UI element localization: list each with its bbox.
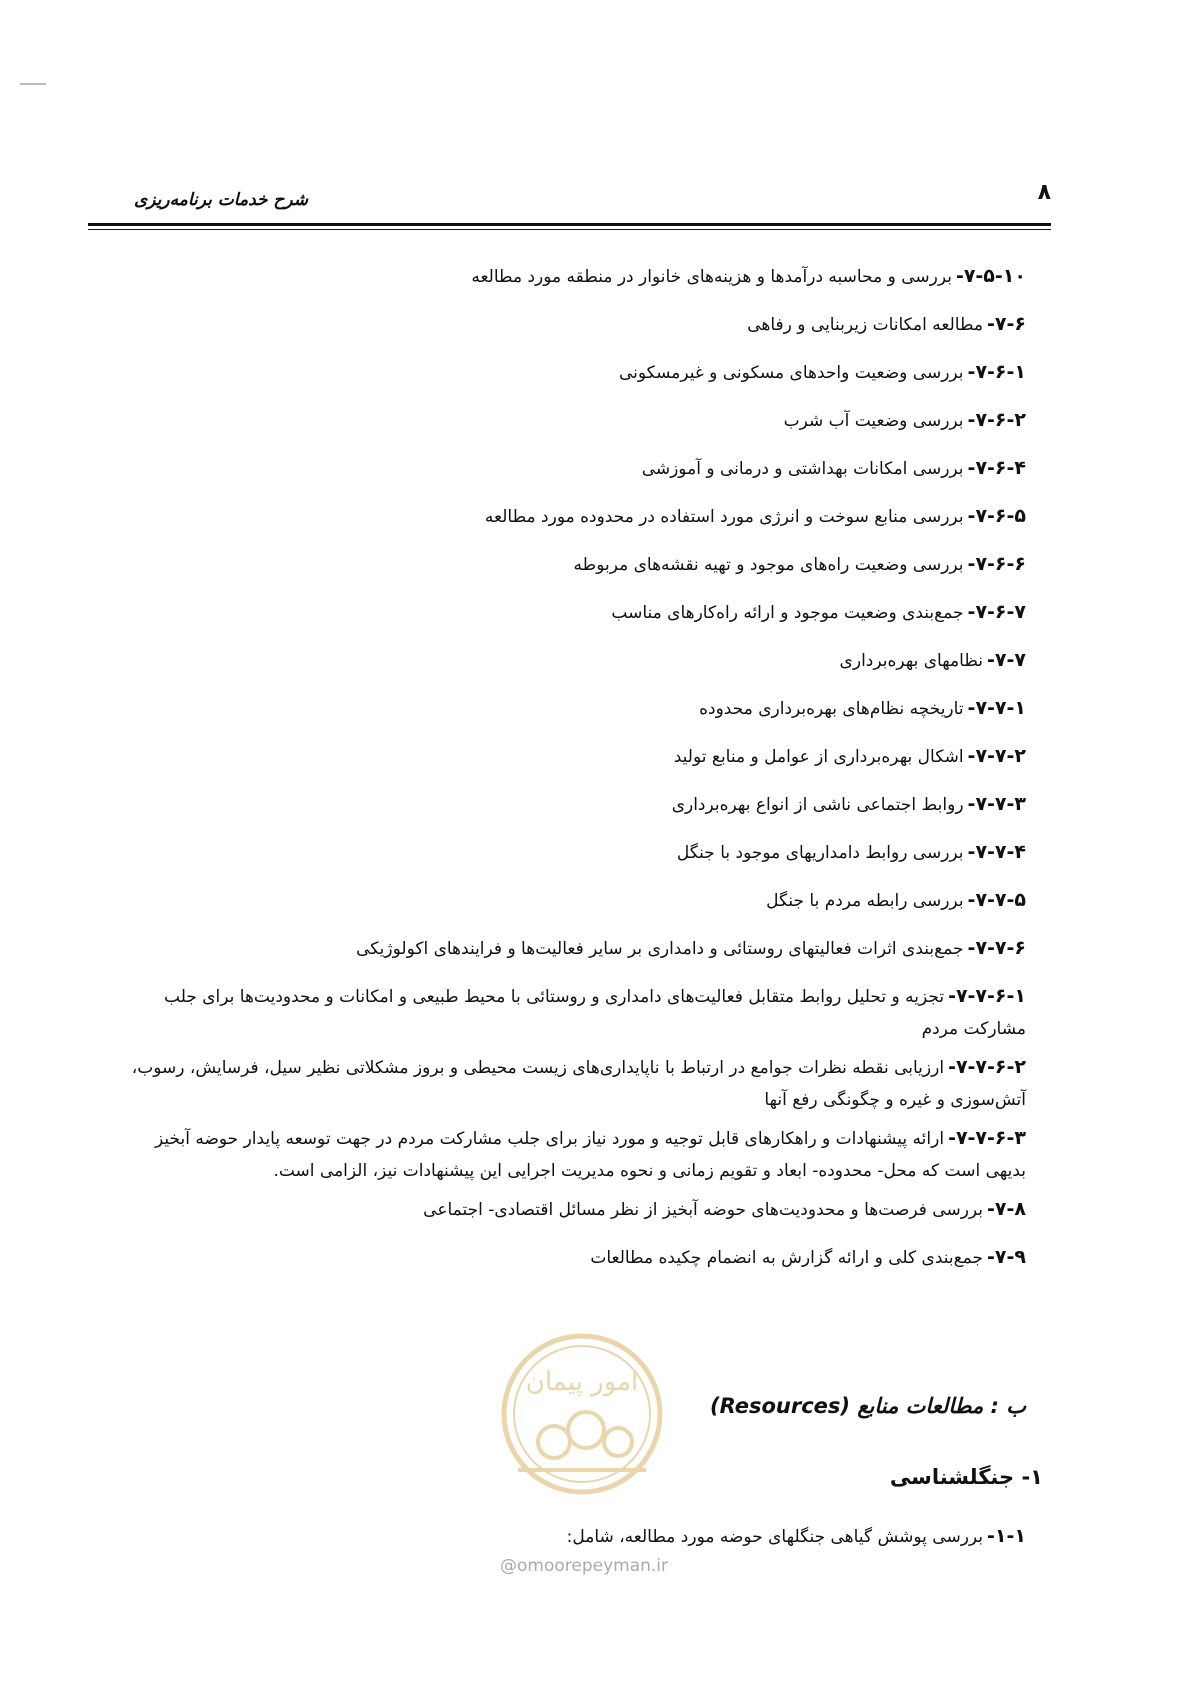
item-number: ۷-۶-۱-: [967, 361, 1026, 383]
list-item: [110, 308, 1026, 341]
item-number: ۷-۶-: [987, 313, 1026, 335]
item-text: جمع‌بندی وضعیت موجود و ارائه راه‌کارهای مناسب: [611, 603, 964, 623]
item-text: بررسی روابط دامداریهای موجود با جنگل: [676, 843, 964, 863]
item-number: ۷-۷-: [987, 649, 1026, 671]
item-text: بررسی و محاسبه درآمدها و هزینه‌های خانوار در منطقه مورد مطالعه: [471, 267, 952, 287]
item-number: ۷-۷-۶-۳-: [948, 1127, 1026, 1149]
item-text: بررسی وضعیت راه‌های موجود و تهیه نقشه‌های مربوطه: [573, 555, 964, 575]
item-text: اشکال بهره‌برداری از عوامل و منابع تولید: [673, 747, 964, 767]
list-item: [110, 740, 1026, 773]
page-number: ۸: [1037, 180, 1051, 205]
watermark-text: امور پیمان: [525, 1367, 639, 1397]
list-item: [110, 1122, 1026, 1187]
item-text: بررسی رابطه مردم با جنگل: [766, 891, 964, 911]
header-rule-thick: [88, 223, 1051, 226]
list-item: [110, 980, 1026, 1045]
item-text: بررسی منابع سوخت و انرژی مورد استفاده در محدوده مورد مطالعه: [484, 507, 964, 527]
list-item: [110, 644, 1026, 677]
item-number: ۱-۱-: [987, 1525, 1026, 1547]
watermark-url: @omoorepeyman.ir: [500, 1556, 669, 1576]
item-number: ۷-۷-۱-: [967, 697, 1026, 719]
list-item: [110, 452, 1026, 485]
item-number: ۷-۶-۵-: [967, 505, 1026, 527]
item-number: ۷-۷-۲-: [967, 745, 1026, 767]
item-number: ۷-۶-۷-: [967, 601, 1026, 623]
section-heading-resources: ب : مطالعات منابع (Resources): [710, 1394, 1026, 1418]
item-text: بررسی امکانات بهداشتی و درمانی و آموزشی: [641, 459, 964, 479]
list-item: [110, 548, 1026, 581]
item-number: ۷-۷-۶-۲-: [948, 1056, 1026, 1078]
item-text: روابط اجتماعی ناشی از انواع بهره‌برداری: [671, 795, 964, 815]
header-rule-thin: [88, 229, 1051, 230]
list-item: [110, 1051, 1026, 1116]
corner-mark: [20, 83, 46, 85]
item-text: ارائه پیشنهادات و راهکارهای قابل توجیه و مورد نیاز برای جلب مشارکت مردم در جهت توسعه پایدار حوضه آبخیز بدیهی است که محل- محدوده- ابعاد و تقویم زمانی و نحوه مدیریت اجرایی این پیشنهادات نیز، الزامی است.: [155, 1129, 1026, 1181]
list-item: [110, 692, 1026, 725]
list-item: [110, 596, 1026, 629]
item-number: ۷-۶-۴-: [967, 457, 1026, 479]
item-text: بررسی وضعیت آب شرب: [783, 411, 964, 431]
item-number: ۷-۷-۵-: [967, 889, 1026, 911]
list-item: [110, 788, 1026, 821]
page-header: [88, 180, 1051, 222]
item-number: ۷-۸-: [987, 1198, 1026, 1220]
running-title: شرح خدمات برنامه‌ریزی: [134, 190, 309, 210]
item-text: نظامهای بهره‌برداری: [839, 651, 984, 671]
item-text: تاریخچه نظام‌های بهره‌برداری محدوده: [699, 699, 964, 719]
item-number: ۷-۶-۲-: [967, 409, 1026, 431]
item-text: بررسی فرصت‌ها و محدودیت‌های حوضه آبخیز از نظر مسائل اقتصادی- اجتماعی: [423, 1200, 984, 1220]
item-number: ۷-۵-۱۰-: [955, 265, 1026, 287]
item-number: ۷-۷-۶-: [967, 937, 1026, 959]
list-item: [110, 932, 1026, 965]
list-item: [110, 500, 1026, 533]
list-item: [110, 884, 1026, 917]
item-text: جمع‌بندی اثرات فعالیتهای روستائی و دامداری بر سایر فعالیت‌ها و فرایندهای اکولوژیکی: [356, 939, 964, 959]
item-number: ۷-۶-۶-: [967, 553, 1026, 575]
item-text: بررسی وضعیت واحدهای مسکونی و غیرمسکونی: [619, 363, 964, 383]
item-number: ۷-۷-۳-: [967, 793, 1026, 815]
item-number: ۷-۹-: [987, 1246, 1026, 1268]
item-text: تجزیه و تحلیل روابط متقابل فعالیت‌های دامداری و روستائی با محیط طبیعی و امکانات و محدودیت‌ها برای جلب مشارکت مردم: [164, 987, 1026, 1039]
item-text: جمع‌بندی کلی و ارائه گزارش به انضمام چکیده مطالعات: [590, 1248, 984, 1268]
item-list: [110, 260, 1026, 1289]
list-item: [110, 404, 1026, 437]
subsection-heading-forestry: ۱- جنگلشناسی: [889, 1465, 1043, 1489]
watermark-seal-icon: [498, 1330, 666, 1498]
list-item: [110, 356, 1026, 389]
item-number: ۷-۷-۶-۱-: [948, 985, 1026, 1007]
list-item: [110, 836, 1026, 869]
list-item: [110, 1193, 1026, 1226]
item-number: ۷-۷-۴-: [967, 841, 1026, 863]
item-text: بررسی پوشش گیاهی جنگلهای حوضه مورد مطالعه، شامل:: [566, 1527, 984, 1547]
item-text: ارزیابی نقطه نظرات جوامع در ارتباط با ناپایداری‌های زیست محیطی و بروز مشکلاتی نظیر سیل، فرسایش، رسوب، آتش‌سوزی و غیره و چگونگی رفع آنها: [131, 1058, 1026, 1110]
list-item: [567, 1525, 1026, 1547]
item-text: مطالعه امکانات زیربنایی و رفاهی: [747, 315, 984, 335]
list-item: [110, 260, 1026, 293]
list-item: [110, 1241, 1026, 1274]
